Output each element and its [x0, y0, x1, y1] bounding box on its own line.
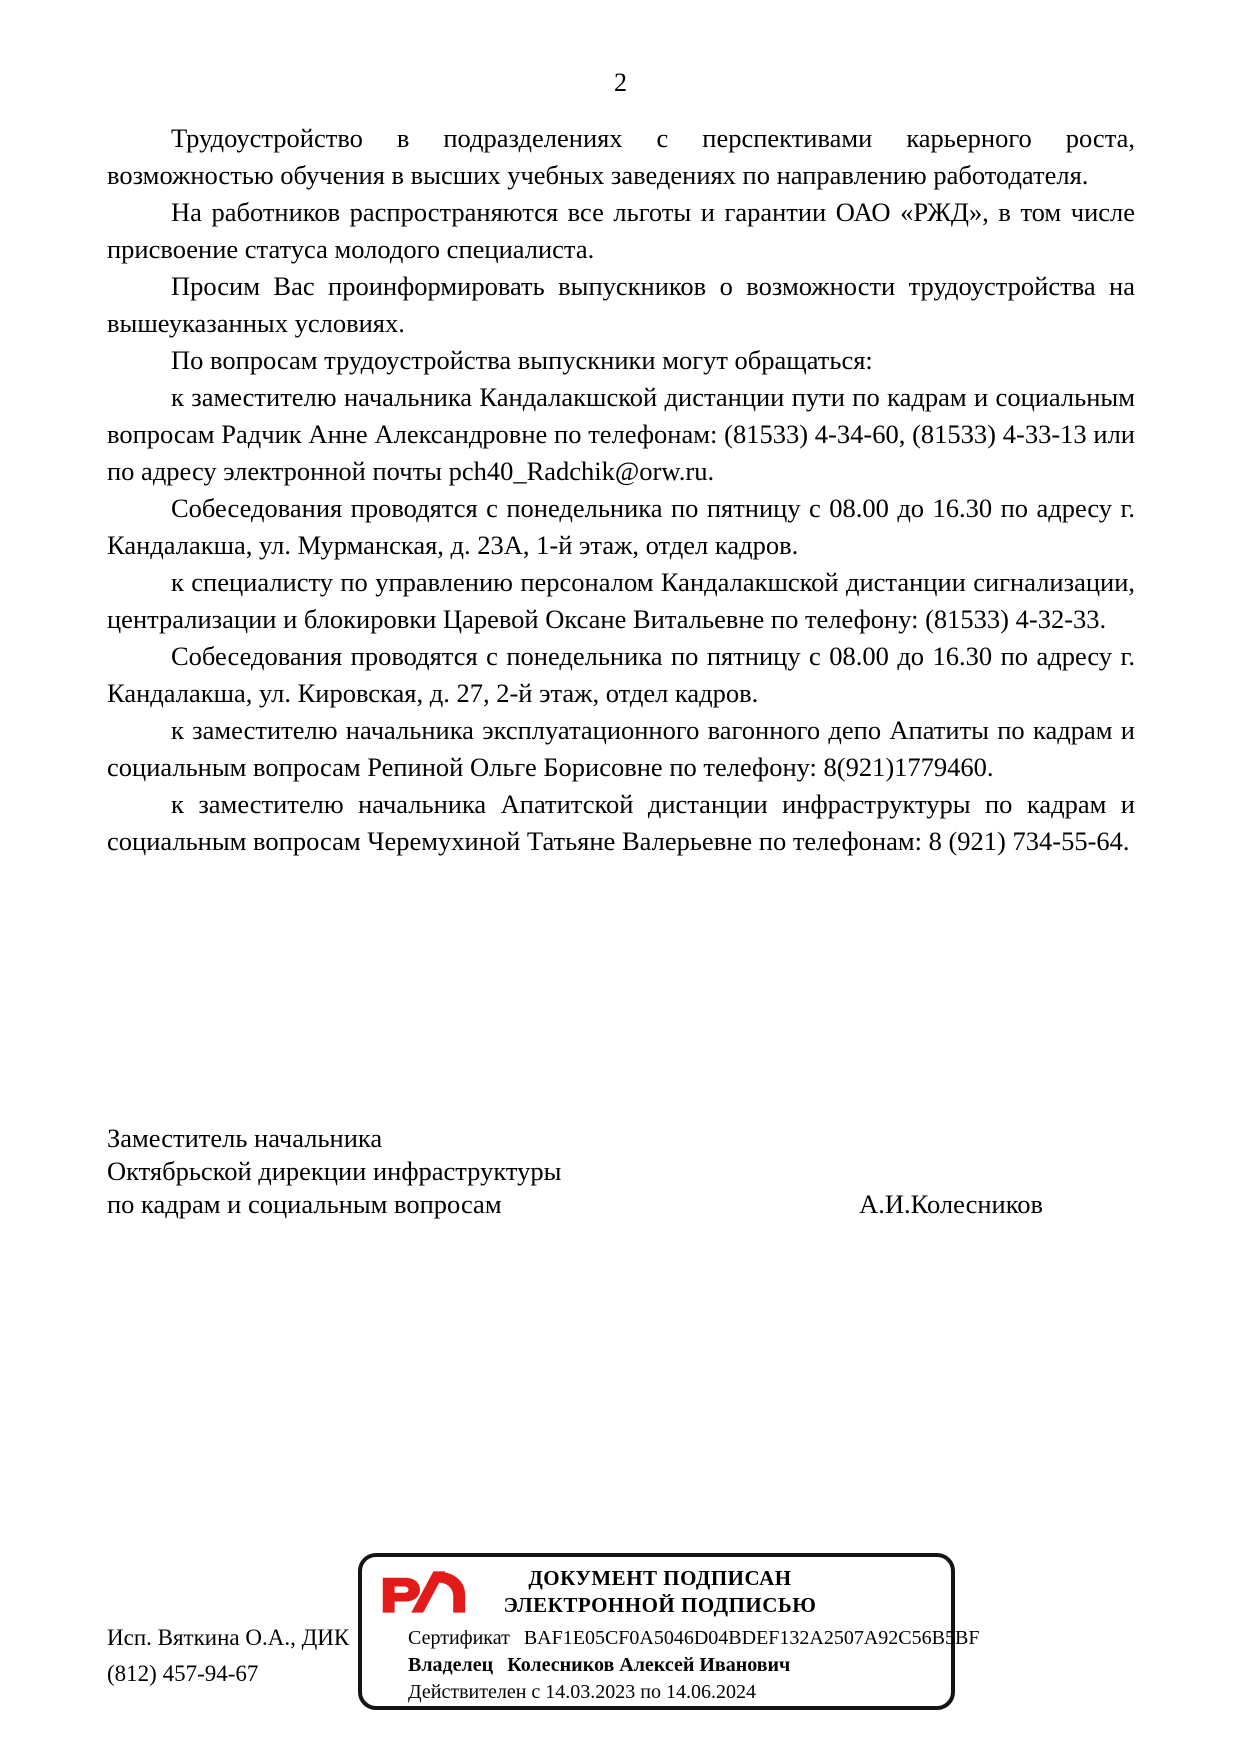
signature-position-line: по кадрам и социальным вопросам — [107, 1189, 502, 1219]
body-paragraph: Собеседования проводятся с понедельника по пятницу с 08.00 до 16.30 по адресу г. Кандалакша, ул. Кировская, д. 27, 2-й этаж, отдел кадров. — [107, 641, 1135, 708]
signature-position-line: Октябрьской дирекции инфраструктуры — [107, 1156, 562, 1186]
validity-row — [408, 1679, 937, 1706]
certificate-row — [408, 1625, 980, 1652]
certificate-value: BAF1E05CF0A5046D04BDEF132A2507A92C56B5BF — [523, 1627, 980, 1649]
body-paragraph: к специалисту по управлению персоналом Кандалакшской дистанции сигнализации, централизации и блокировки Царевой Оксане Витальевне по телефону: (81533) 4-32-33. — [107, 567, 1135, 634]
stamp-title-line: ЭЛЕКТРОННОЙ ПОДПИСЬЮ — [503, 1593, 817, 1617]
signature-position-line: Заместитель начальника — [107, 1123, 383, 1153]
esign-stamp-header — [378, 1565, 937, 1619]
body-paragraph: к заместителю начальника эксплуатационного вагонного депо Апатиты по кадрам и социальным вопросам Репиной Ольге Борисовне по телефону: 8(921)1779460. — [107, 715, 1135, 782]
body-paragraph: Просим Вас проинформировать выпускников о возможности трудоустройства на вышеуказанных условиях. — [107, 271, 1135, 338]
owner-label: Владелец — [408, 1654, 494, 1676]
signature-block — [107, 1122, 1135, 1221]
executor-info — [107, 1620, 349, 1692]
signature-name: А.И.Колесников — [859, 1189, 1043, 1219]
signature-position — [107, 1122, 561, 1221]
body-paragraph: На работников распространяются все льготы и гарантии ОАО «РЖД», в том числе присвоение статуса молодого специалиста. — [107, 197, 1135, 264]
page-number: 2 — [614, 68, 627, 97]
certificate-label: Сертификат — [408, 1627, 510, 1649]
rzd-logo-icon — [378, 1566, 473, 1618]
body-paragraph: По вопросам трудоустройства выпускники могут обращаться: — [171, 345, 873, 375]
body-paragraph: Трудоустройство в подразделениях с перспективами карьерного роста, возможностью обучения в высших учебных заведениях по направлению работодателя. — [107, 123, 1135, 190]
executor-name: Исп. Вяткина О.А., ДИК — [107, 1625, 350, 1650]
body-paragraph: к заместителю начальника Апатитской дистанции инфраструктуры по кадрам и социальным вопросам Черемухиной Татьяне Валерьевне по телефонам: 8 (921) 734-55-64. — [107, 789, 1135, 856]
executor-phone: (812) 457-94-67 — [107, 1661, 259, 1686]
stamp-details — [408, 1625, 980, 1706]
body-paragraph: к заместителю начальника Кандалакшской дистанции пути по кадрам и социальным вопросам Радчик Анне Александровне по телефонам: (81533) 4-34-60, (81533) 4-33-13 или по адресу электронной почты pch40_Radchik@orw.ru. — [107, 382, 1135, 486]
validity-text: Действителен с 14.03.2023 по 14.06.2024 — [408, 1681, 756, 1703]
stamp-title-line: ДОКУМЕНТ ПОДПИСАН — [528, 1566, 792, 1590]
letter-body — [107, 120, 1135, 860]
owner-value: Колесников Алексей Иванович — [507, 1654, 791, 1676]
esign-stamp — [358, 1553, 980, 1710]
owner-row — [408, 1652, 937, 1679]
stamp-title — [473, 1565, 847, 1619]
body-paragraph: Собеседования проводятся с понедельника по пятницу с 08.00 до 16.30 по адресу г. Кандалакша, ул. Мурманская, д. 23А, 1-й этаж, отдел кадров. — [107, 493, 1135, 560]
